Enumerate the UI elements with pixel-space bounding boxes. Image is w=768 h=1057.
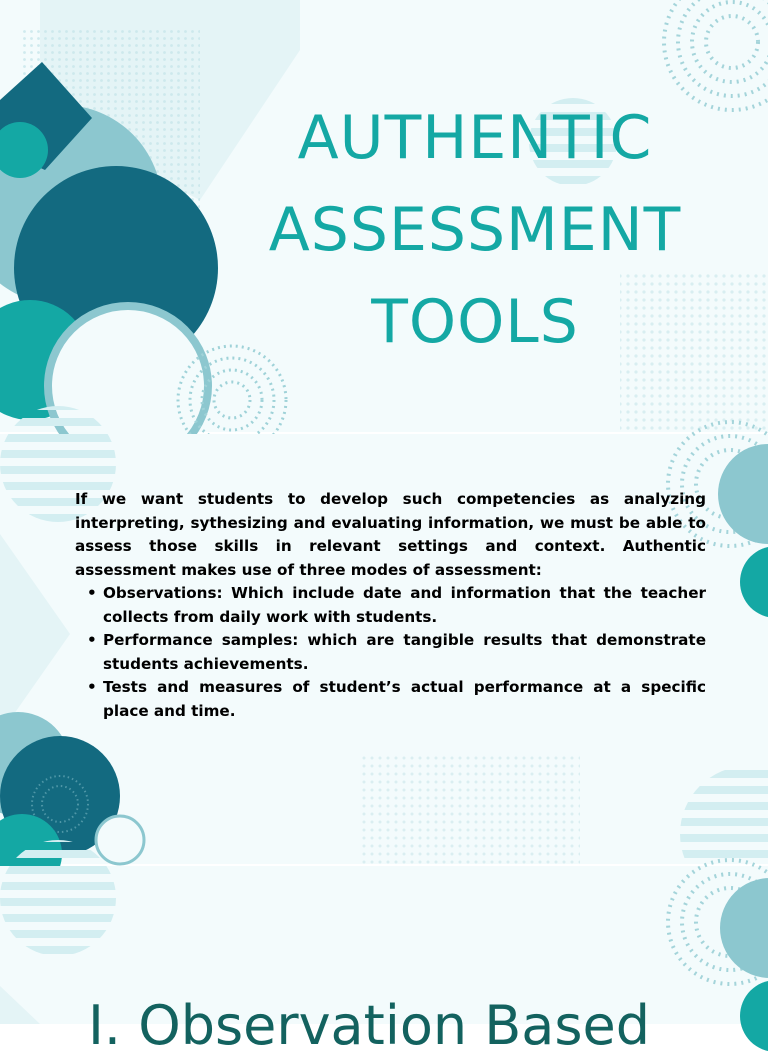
bullet-marker: •	[87, 678, 97, 696]
title-line-2: ASSESSMENT	[268, 195, 682, 265]
light-teal-circle-right	[718, 444, 768, 544]
teal-circle-right	[740, 546, 768, 618]
striped-circle-top-left	[0, 840, 116, 956]
slide-title	[240, 92, 710, 368]
pale-wedge-left	[0, 986, 40, 1024]
title-line-1: AUTHENTIC	[297, 103, 653, 173]
section-heading: I. Observation Based	[88, 994, 651, 1057]
small-outlined-circle	[96, 816, 144, 864]
title-line-3: TOOLS	[371, 287, 579, 357]
light-teal-circle-right	[720, 878, 768, 978]
intro-paragraph: If we want students to develop such competencies as analyzing interpreting, sythesizing and evaluating information, we must be able to assess those skills in relevant settings and context. Authentic assessment makes use of three modes of assessment:	[75, 490, 706, 579]
assessment-modes-list	[75, 582, 706, 723]
list-item-text: Observations: Which include date and information that the teacher collects from daily work with students.	[103, 584, 706, 626]
list-item-text: Tests and measures of student’s actual performance at a specific place and time.	[103, 678, 706, 720]
teal-circle-right	[740, 980, 768, 1052]
bullet-marker: •	[87, 631, 97, 649]
pale-wedge-left	[0, 534, 70, 734]
dot-field-bottom	[360, 754, 580, 864]
list-item	[75, 676, 706, 723]
title-slide	[0, 0, 768, 432]
body-text-block	[75, 488, 706, 723]
list-item	[75, 629, 706, 676]
content-slide	[0, 434, 768, 864]
list-item-text: Performance samples: which are tangible results that demonstrate students achievements.	[103, 631, 706, 673]
list-item	[75, 582, 706, 629]
section-slide	[0, 866, 768, 1057]
bullet-marker: •	[87, 584, 97, 602]
